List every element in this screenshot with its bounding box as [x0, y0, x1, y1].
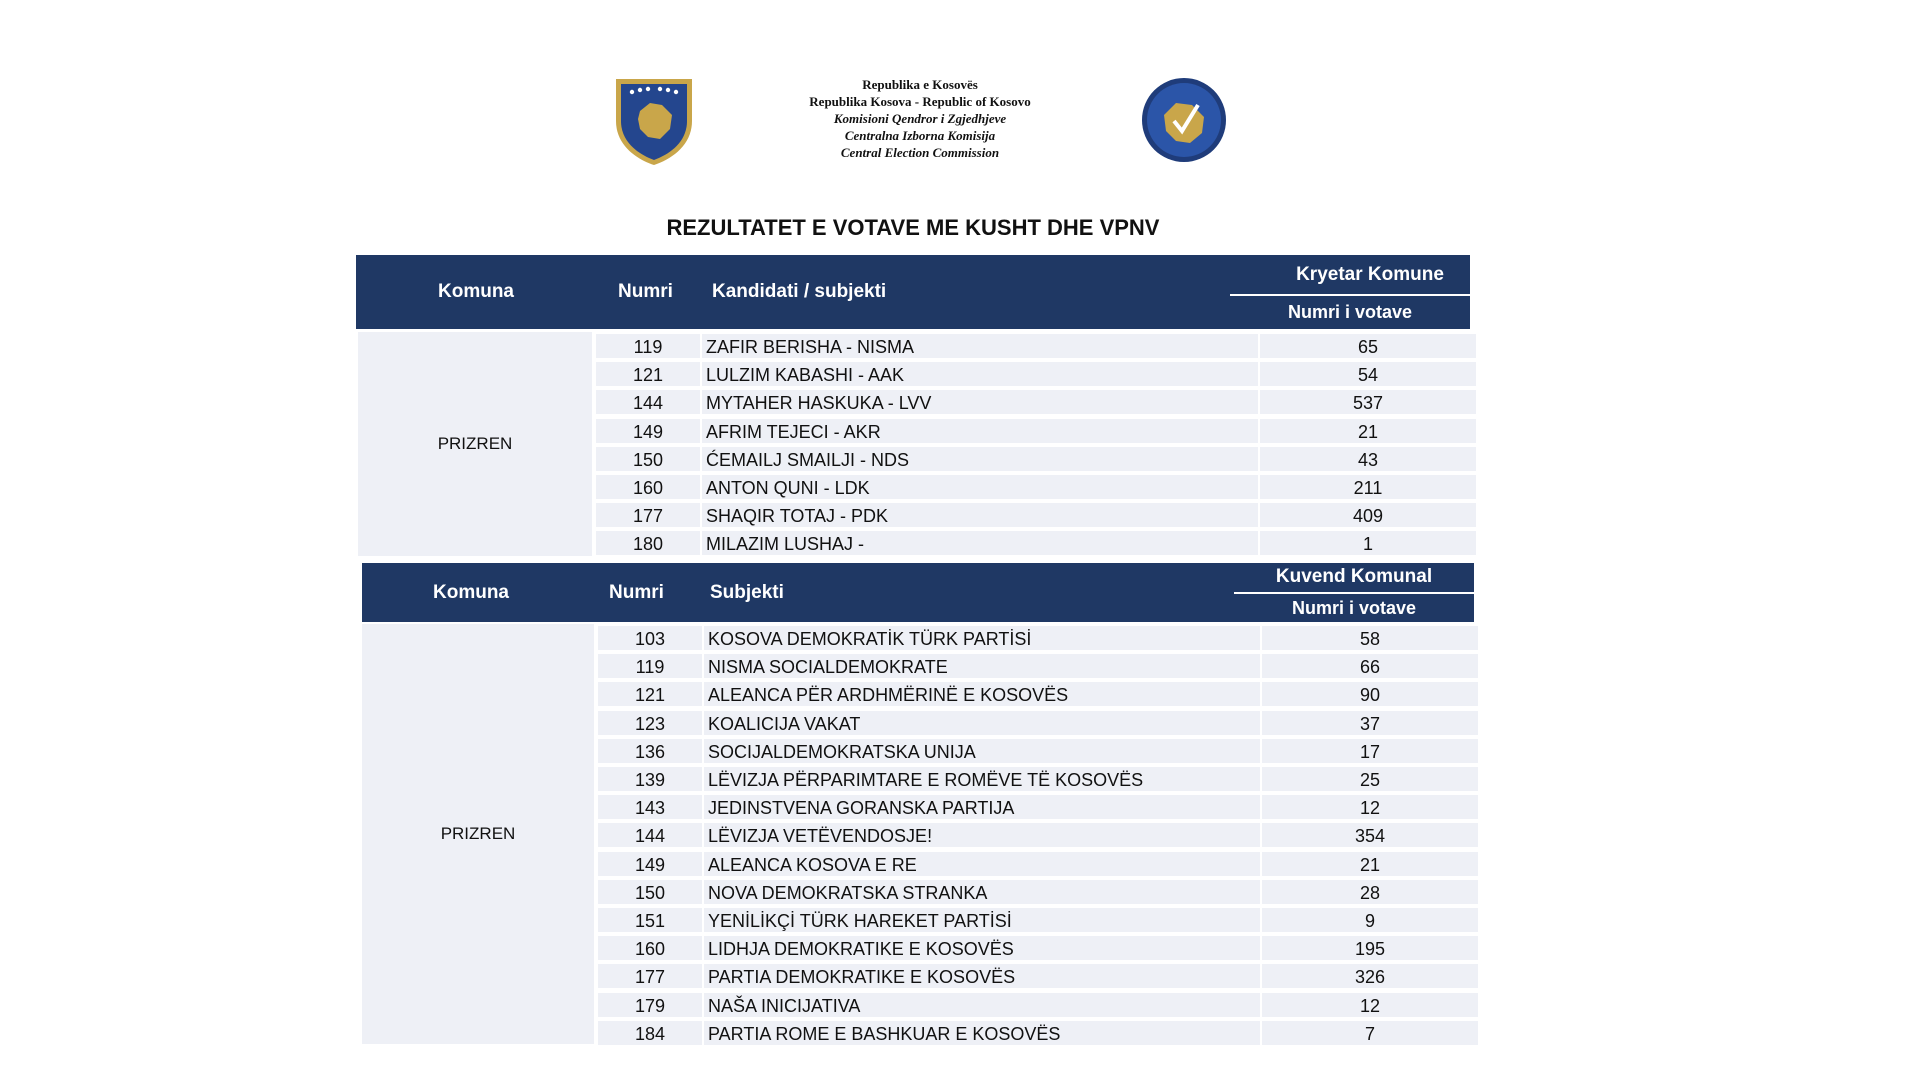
- row-number: 121: [598, 682, 702, 708]
- row-subject: ZAFIR BERISHA - NISMA: [702, 334, 1258, 360]
- row-number: 150: [598, 880, 702, 906]
- row-subject: ANTON QUNI - LDK: [702, 475, 1258, 501]
- row-votes: 21: [1262, 852, 1478, 878]
- header-line-4: Centralna Izborna Komisija: [844, 128, 996, 143]
- cec-seal-icon: [1140, 75, 1228, 165]
- row-subject: YENİLİKÇİ TÜRK HAREKET PARTİSİ: [704, 908, 1260, 934]
- row-number: 151: [598, 908, 702, 934]
- row-votes: 354: [1262, 823, 1478, 849]
- page-title: REZULTATET E VOTAVE ME KUSHT DHE VPNV: [666, 215, 1160, 240]
- table2-header: [362, 563, 1474, 622]
- row-votes: 58: [1262, 626, 1478, 652]
- row-number: 184: [598, 1021, 702, 1047]
- header-line-5: Central Election Commission: [840, 145, 1000, 160]
- row-number: 121: [596, 362, 700, 388]
- table1-header: [356, 255, 1470, 329]
- row-subject: NOVA DEMOKRATSKA STRANKA: [704, 880, 1260, 906]
- row-number: 103: [598, 626, 702, 652]
- row-votes: 17: [1262, 739, 1478, 765]
- row-votes: 12: [1262, 795, 1478, 821]
- row-votes: 43: [1260, 447, 1476, 473]
- row-number: 177: [598, 964, 702, 990]
- table2-komuna-cell: PRIZREN: [362, 624, 594, 1044]
- row-subject: LËVIZJA PËRPARIMTARE E ROMËVE TË KOSOVËS: [704, 767, 1260, 793]
- table1-sub-header: Numri i votave: [1287, 302, 1413, 322]
- table1-group-header: Kryetar Komune: [1296, 264, 1444, 285]
- row-subject: LIDHJA DEMOKRATIKE E KOSOVËS: [704, 936, 1260, 962]
- row-subject: PARTIA ROME E BASHKUAR E KOSOVËS: [704, 1021, 1260, 1047]
- row-votes: 326: [1262, 964, 1478, 990]
- row-votes: 28: [1262, 880, 1478, 906]
- row-votes: 9: [1262, 908, 1478, 934]
- table2-col-komuna: Komuna: [433, 582, 509, 603]
- row-number: 160: [598, 936, 702, 962]
- row-number: 179: [598, 993, 702, 1019]
- row-number: 139: [598, 767, 702, 793]
- row-subject: JEDINSTVENA GORANSKA PARTIJA: [704, 795, 1260, 821]
- row-number: 136: [598, 739, 702, 765]
- row-votes: 37: [1262, 711, 1478, 737]
- header-line-3: Komisioni Qendror i Zgjedhjeve: [833, 111, 1007, 126]
- table1-col-subject: Kandidati / subjekti: [712, 281, 887, 302]
- row-votes: 195: [1262, 936, 1478, 962]
- header-line-2: Republika Kosova - Republic of Kosovo: [809, 94, 1031, 109]
- row-votes: 7: [1262, 1021, 1478, 1047]
- row-votes: 12: [1262, 993, 1478, 1019]
- row-subject: KOSOVA DEMOKRATİK TÜRK PARTİSİ: [704, 626, 1260, 652]
- row-subject: ĆEMAILJ SMAILJI - NDS: [702, 447, 1258, 473]
- row-votes: 25: [1262, 767, 1478, 793]
- row-subject: NAŠA INICIJATIVA: [704, 993, 1260, 1019]
- row-subject: LULZIM KABASHI - AAK: [702, 362, 1258, 388]
- table2-col-numri: Numri: [609, 582, 664, 603]
- row-number: 144: [598, 823, 702, 849]
- row-votes: 54: [1260, 362, 1476, 388]
- row-votes: 21: [1260, 419, 1476, 445]
- row-subject: MYTAHER HASKUKA - LVV: [702, 390, 1258, 416]
- row-votes: 1: [1260, 531, 1476, 557]
- row-number: 119: [596, 334, 700, 360]
- row-subject: KOALICIJA VAKAT: [704, 711, 1260, 737]
- row-subject: SHAQIR TOTAJ - PDK: [702, 503, 1258, 529]
- row-number: 144: [596, 390, 700, 416]
- row-number: 160: [596, 475, 700, 501]
- table2-col-subject: Subjekti: [710, 582, 784, 603]
- row-number: 177: [596, 503, 700, 529]
- row-votes: 211: [1260, 475, 1476, 501]
- table2-group-header: Kuvend Komunal: [1275, 566, 1433, 587]
- row-subject: PARTIA DEMOKRATIKE E KOSOVËS: [704, 964, 1260, 990]
- row-subject: AFRIM TEJECI - AKR: [702, 419, 1258, 445]
- table1-header-divider: [1230, 294, 1470, 296]
- row-subject: LËVIZJA VETËVENDOSJE!: [704, 823, 1260, 849]
- row-votes: 90: [1262, 682, 1478, 708]
- institution-header: [760, 76, 1080, 161]
- row-number: 180: [596, 531, 700, 557]
- row-subject: SOCIJALDEMOKRATSKA UNIJA: [704, 739, 1260, 765]
- row-subject: NISMA SOCIALDEMOKRATE: [704, 654, 1260, 680]
- row-number: 119: [598, 654, 702, 680]
- row-subject: ALEANCA KOSOVA E RE: [704, 852, 1260, 878]
- row-number: 150: [596, 447, 700, 473]
- table1-col-numri: Numri: [618, 281, 673, 302]
- row-number: 143: [598, 795, 702, 821]
- row-votes: 66: [1262, 654, 1478, 680]
- table2-header-divider: [1234, 592, 1474, 594]
- table1-col-komuna: Komuna: [438, 281, 514, 302]
- row-votes: 65: [1260, 334, 1476, 360]
- table1-komuna-cell: PRIZREN: [358, 332, 592, 556]
- header-line-1: Republika e Kosovës: [862, 77, 978, 92]
- row-number: 149: [598, 852, 702, 878]
- row-subject: MILAZIM LUSHAJ -: [702, 531, 1258, 557]
- row-number: 123: [598, 711, 702, 737]
- row-subject: ALEANCA PËR ARDHMËRINË E KOSOVËS: [704, 682, 1260, 708]
- row-votes: 537: [1260, 390, 1476, 416]
- row-number: 149: [596, 419, 700, 445]
- kosovo-coat-of-arms-icon: [610, 75, 698, 167]
- table2-sub-header: Numri i votave: [1291, 598, 1417, 618]
- row-votes: 409: [1260, 503, 1476, 529]
